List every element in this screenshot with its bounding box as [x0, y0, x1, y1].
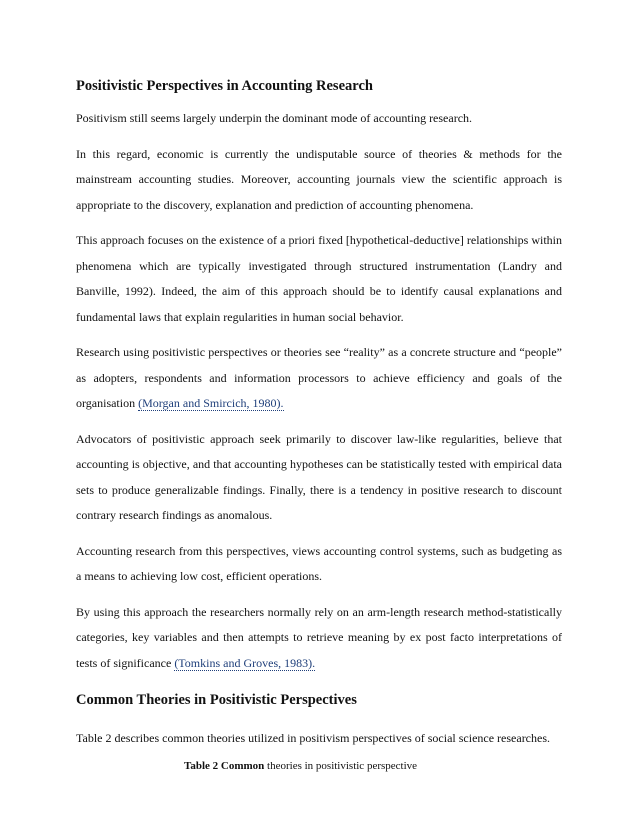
table-caption-text: theories in positivistic perspective — [264, 759, 418, 772]
paragraph-1: Positivism still seems largely underpin the dominant mode of accounting research. — [76, 111, 473, 125]
table-caption — [184, 756, 562, 776]
citation-morgan-smircich[interactable]: (Morgan and Smircich, 1980). — [138, 396, 284, 410]
paragraph-7-text: By using this approach the researchers normally rely on an arm-length research method-statistically categories, key variables and then attempts to retrieve meaning by ex post facto interpretations of tests of significance — [76, 604, 562, 670]
paragraph-4-text: Research using positivistic perspectives or theories see “reality” as a concrete structure and “people” as adopters, respondents and information processors to achieve efficiency and goals of the organisation — [76, 345, 562, 410]
section-heading-positivistic: Positivistic Perspectives in Accounting Research — [76, 78, 373, 94]
paragraph-3: This approach focuses on the existence of a priori fixed [hypothetical-deductive] relationships within phenomena which are typically investigated through structured instrumentation (Landry and Banville, 1992). Indeed, the aim of this approach should be to identify causal explanations and fundamental laws that explain regularities in human social behavior. — [76, 233, 562, 324]
paragraph-4 — [76, 340, 562, 417]
paragraph-2: In this regard, economic is currently the undisputable source of theories & methods for the mainstream accounting studies. Moreover, accounting journals view the scientific approach is appropriate to the discovery, explanation and prediction of accounting phenomena. — [76, 146, 562, 212]
section-heading-common-theories: Common Theories in Positivistic Perspectives — [76, 692, 357, 708]
paragraph-5: Advocators of positivistic approach seek primarily to discover law-like regularities, believe that accounting is objective, and that accounting hypotheses can be statistically tested with empirical data sets to produce generalizable findings. Finally, there is a tendency in positive research to discount contrary research findings as anomalous. — [76, 431, 562, 522]
citation-tomkins-groves[interactable]: (Tomkins and Groves, 1983). — [174, 655, 316, 670]
paragraph-8: Table 2 describes common theories utilized in positivism perspectives of social science researches. — [76, 731, 551, 745]
paragraph-6: Accounting research from this perspectives, views accounting control systems, such as budgeting as a means to achieving low cost, efficient operations. — [76, 543, 562, 583]
paragraph-7 — [76, 600, 562, 677]
page-content — [76, 68, 562, 776]
table-caption-label: Table 2 Common — [184, 759, 265, 772]
